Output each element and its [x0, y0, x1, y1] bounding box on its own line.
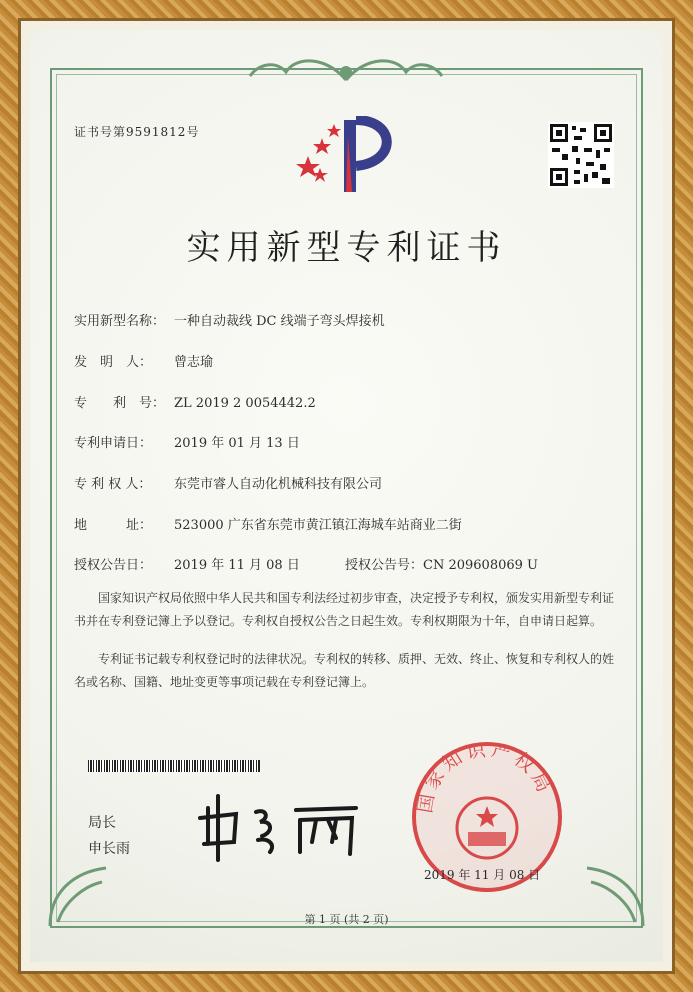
field-patentee [74, 473, 382, 492]
field-value: 东莞市睿人自动化机械科技有限公司 [174, 477, 383, 492]
page-number: 第 1 页 (共 2 页) [304, 913, 389, 926]
field-value: 一种自动裁线 DC 线端子弯头焊接机 [174, 314, 385, 329]
certificate-paragraph: 国家知识产权局依照中华人民共和国专利法经过初步审查，决定授予专利权，颁发实用新型专利证书并在专利登记簿上予以登记。专利权自授权公告之日起生效。专利权期限为十年，自申请日起算。 [74, 591, 615, 628]
signatory-title: 局长 [88, 815, 116, 831]
handwritten-signature-icon [196, 790, 376, 865]
svg-text:国家知识产权局: 国家知识产权局 [416, 746, 557, 815]
field-label: 发 明 人： [74, 355, 153, 370]
certificate-paragraph: 专利证书记载专利权登记时的法律状况。专利权的转移、质押、无效、终止、恢复和专利权人的姓名或名称、国籍、地址变更等事项记载在专利登记簿上。 [74, 652, 615, 689]
signatory-name: 申长雨 [88, 841, 130, 857]
seal-date: 2019 年 11 月 08 日 [424, 868, 541, 882]
field-value: 523000 广东省东莞市黄江镇江海城车站商业二街 [174, 518, 462, 533]
field-label: 地 址： [74, 518, 153, 533]
field-patent-number [74, 392, 316, 411]
field-value: 曾志瑜 [174, 355, 214, 370]
field-label: 专利申请日： [74, 436, 153, 451]
field-application-date [74, 432, 300, 451]
field-value: 2019 年 01 月 13 日 [174, 436, 300, 451]
field-label: 专 利 权 人： [74, 477, 152, 492]
announce-date [74, 554, 300, 573]
field-label: 授权公告号： [345, 558, 424, 573]
field-value: 2019 年 11 月 08 日 [174, 558, 300, 573]
top-ornament-icon [246, 52, 446, 86]
certificate-title: 实用新型专利证书 [186, 228, 507, 268]
field-label: 授权公告日： [74, 558, 153, 573]
field-value: CN 209608069 U [423, 558, 538, 573]
announce-number [345, 554, 538, 573]
field-address [74, 514, 462, 533]
field-inventor [74, 351, 213, 370]
field-label: 实用新型名称： [74, 314, 166, 329]
field-utility-name [74, 310, 385, 329]
field-value: ZL 2019 2 0054442.2 [174, 396, 316, 411]
patent-office-logo-icon [296, 116, 406, 196]
qr-code-icon [548, 122, 614, 188]
field-label: 专 利 号： [74, 396, 166, 411]
certificate-number: 证书号第9591812号 [74, 125, 200, 139]
barcode-icon [88, 760, 260, 772]
